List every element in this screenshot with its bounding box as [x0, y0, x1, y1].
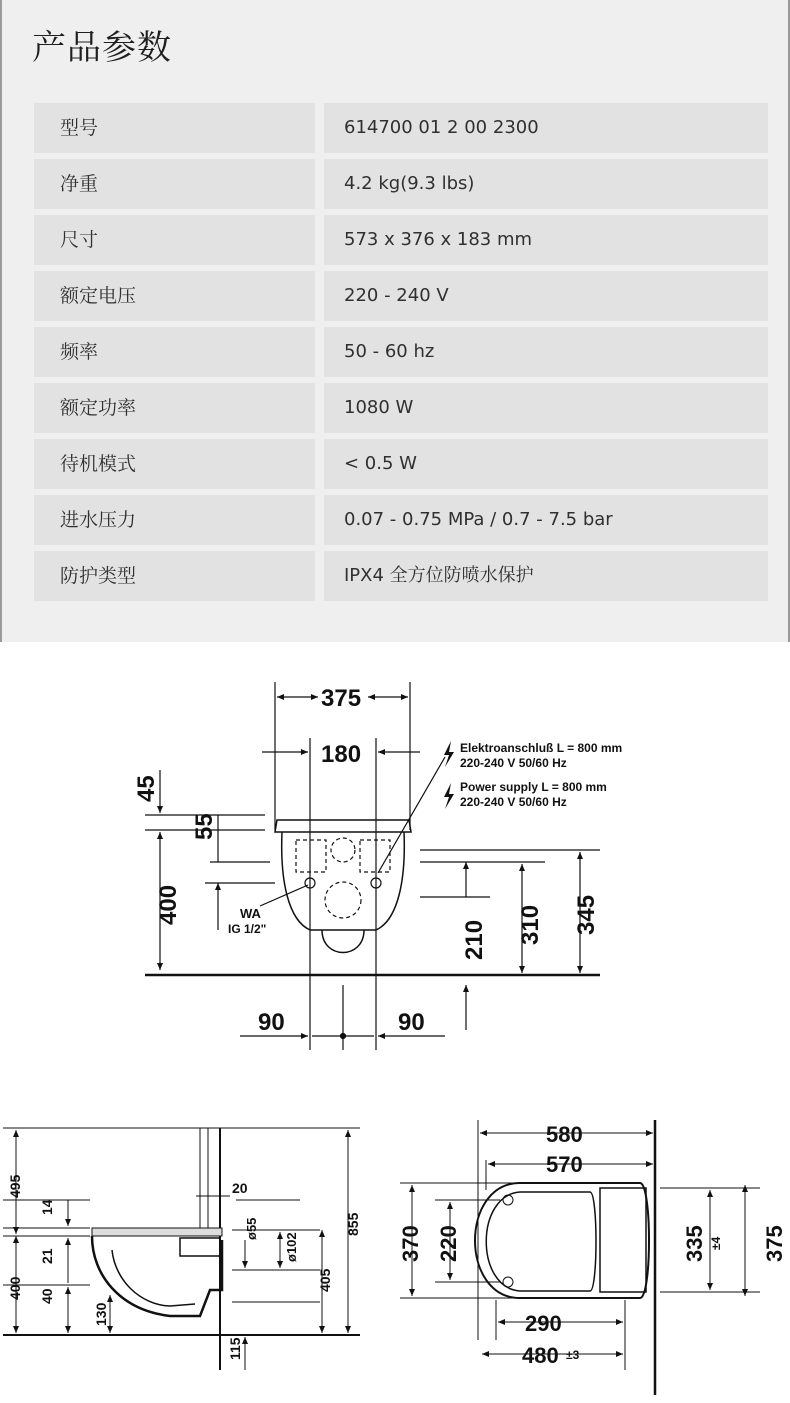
side-dim-14: 14 [39, 1199, 55, 1215]
side-dim-405: 405 [317, 1268, 333, 1292]
spec-value: 614700 01 2 00 2300 [324, 103, 768, 153]
front-height-400: 400 [155, 884, 182, 925]
front-width-375: 375 [321, 685, 362, 712]
spec-row-size [34, 215, 768, 265]
side-view [3, 1128, 360, 1370]
side-dim-130: 130 [93, 1302, 109, 1326]
power-line1: Power supply L = 800 mm [460, 780, 607, 794]
spec-row-protection [34, 551, 768, 601]
spec-title: 产品参数 [32, 28, 172, 68]
top-dim-570: 570 [546, 1152, 583, 1177]
top-dim-335: 335 [682, 1225, 707, 1262]
front-height-55: 55 [191, 813, 218, 840]
top-dim-220: 220 [436, 1225, 461, 1262]
spec-row-weight [34, 159, 768, 209]
spec-row-voltage [34, 271, 768, 321]
spec-label: 频率 [34, 327, 315, 377]
side-dim-20: 20 [232, 1180, 248, 1196]
water-connection-thread: IG 1/2" [228, 922, 267, 936]
front-offset-left-90: 90 [258, 1009, 285, 1036]
spec-row-frequency [34, 327, 768, 377]
drawing-canvas [0, 642, 790, 1399]
spec-label: 进水压力 [34, 495, 315, 545]
lightning-icon [444, 741, 454, 809]
spec-row-power [34, 383, 768, 433]
spec-label: 额定功率 [34, 383, 315, 433]
top-dim-580: 580 [546, 1122, 583, 1147]
spec-row-model [34, 103, 768, 153]
front-width-180: 180 [321, 741, 362, 768]
side-dim-400: 400 [7, 1276, 23, 1300]
front-height-45: 45 [133, 775, 160, 802]
elektro-line1: Elektroanschluß L = 800 mm [460, 741, 623, 755]
spec-label: 防护类型 [34, 551, 315, 601]
side-dim-855: 855 [345, 1212, 361, 1236]
spec-label: 待机模式 [34, 439, 315, 489]
technical-drawings [0, 642, 790, 1399]
water-connection-label: WA [240, 906, 261, 921]
spec-panel [0, 0, 790, 642]
spec-row-standby [34, 439, 768, 489]
side-dim-21: 21 [39, 1248, 55, 1264]
spec-row-pressure [34, 495, 768, 545]
elektro-line2: 220-240 V 50/60 Hz [460, 756, 567, 770]
top-dim-335-tol: ±4 [709, 1236, 723, 1250]
spec-value: 220 - 240 V [324, 271, 768, 321]
front-height-345: 345 [573, 894, 600, 935]
spec-value: 0.07 - 0.75 MPa / 0.7 - 7.5 bar [324, 495, 768, 545]
side-dim-115: 115 [227, 1337, 243, 1360]
top-dim-375: 375 [762, 1225, 787, 1262]
front-view [145, 682, 600, 1050]
spec-value: 4.2 kg(9.3 lbs) [324, 159, 768, 209]
front-height-310: 310 [517, 904, 544, 945]
side-dim-d102: ø102 [284, 1232, 299, 1262]
spec-label: 尺寸 [34, 215, 315, 265]
spec-value: 573 x 376 x 183 mm [324, 215, 768, 265]
spec-value: 1080 W [324, 383, 768, 433]
top-dim-480: 480 [522, 1343, 559, 1368]
top-dim-290: 290 [525, 1311, 562, 1336]
power-line2: 220-240 V 50/60 Hz [460, 795, 567, 809]
spec-label: 型号 [34, 103, 315, 153]
spec-label: 净重 [34, 159, 315, 209]
spec-value: < 0.5 W [324, 439, 768, 489]
side-dim-495: 495 [7, 1174, 23, 1198]
side-dim-d55: ø55 [244, 1217, 259, 1240]
spec-label: 额定电压 [34, 271, 315, 321]
front-height-210: 210 [461, 919, 488, 960]
top-dim-370: 370 [398, 1225, 423, 1262]
spec-value: IPX4 全方位防喷水保护 [324, 551, 768, 601]
spec-value: 50 - 60 hz [324, 327, 768, 377]
front-offset-right-90: 90 [398, 1009, 425, 1036]
side-dim-40: 40 [39, 1288, 55, 1304]
top-dim-480-tol: ±3 [566, 1348, 580, 1362]
